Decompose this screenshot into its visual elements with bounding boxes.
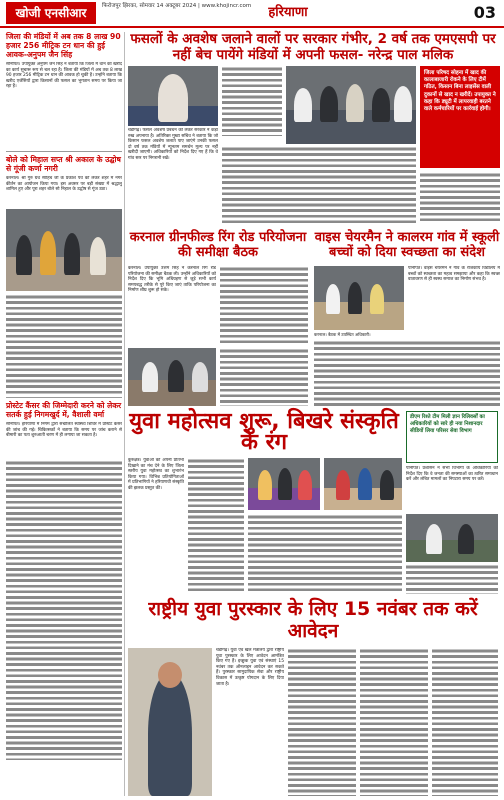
side-story-photo (406, 514, 498, 562)
edition-info: फिरोजपुर झिरका, सोमवार 14 अक्टूबर 2024 | www.khojincr.com (102, 3, 252, 9)
official-portrait-photo (128, 66, 218, 126)
cleanliness-body: पानीपत। वाइस चेयरमैन ने गांव के राजकीय विद्यालय में बच्चों को स्वच्छता का महत्व समझाया और कहा कि स्वच्छ वातावरण से ही स्वस्थ समाज का निर्माण संभव है। (408, 266, 500, 283)
festival-headline-band (128, 411, 400, 453)
ring-road-headline: करनाल ग्रीनफील्ड रिंग रोड परियोजना की समीक्षा बैठक (129, 230, 307, 260)
section-title: हरियाणा (268, 5, 308, 20)
school-photo-caption: करनाल। बैठक में उपस्थित अधिकारी। (314, 332, 371, 337)
festival-body: कुरुक्षेत्र। युवाओं को अपनी प्रतिभा दिखाने का मंच देने के लिए जिला स्तरीय युवा महोत्सव का शुभारंभ किया गया। विभिन्न प्रतियोगिताओं में प्रतिभागियों ने हरियाणवी संस्कृति की झलक प्रस्तुत की। (128, 458, 184, 491)
festival-photo-2 (324, 458, 402, 510)
left-story3-headline: प्रोस्टेट कैंसर की जिम्मेदारी करने को लेकर सतर्क हुई निगमखुर्द में, वैशाली वर्मा (6, 401, 122, 419)
divider (6, 151, 122, 152)
award-portrait-photo (128, 648, 212, 796)
notice-box (406, 411, 498, 463)
left-column (6, 32, 122, 760)
procession-photo (6, 209, 122, 291)
left-story3-continuation (6, 460, 122, 760)
masthead (0, 0, 504, 28)
ring-road-body: करनाल। उपायुक्त उत्तम सिंह ने करनाल रिंग रोड परियोजना की समीक्षा बैठक ली। उन्होंने अधिकारियों को निर्देश दिए कि भूमि अधिग्रहण से जुड़े सभी कार्य समयबद्ध तरीके से पूरे किए जाएं ताकि परियोजना का निर्माण शीघ्र शुरू हो सके। (128, 266, 216, 294)
top-headline: फसलों के अवशेष जलाने वालों पर सरकार गंभीर, 2 वर्ष तक एमएसपी पर नहीं बेच पायेंगे मंडियों में अपनी फसल- नरेन्द्र पाल मलिक (130, 31, 496, 63)
top-story-body-col4 (420, 172, 500, 224)
award-body-col4 (432, 648, 498, 796)
notice-text: डीएम रिश्ते टीम मिली ज्ञान रिलिवर्सों का अधिकारियों को सारे ही नया निशानदार सीडियों लिया परिसर सेवा विभाग (410, 414, 485, 434)
left-story1-headline: जिला की मंडियों में अब तक 8 लाख 90 हजार 256 मीट्रिक टन धान की हुई आवक-अनुपम जैन सिंह (6, 32, 121, 59)
left-story2-headline: बोले को मिहाल सप्त श्री अकाल के उद्घोष से गूंजी कर्णा नगरी (6, 155, 121, 173)
review-meeting-photo (128, 348, 216, 406)
highlight-text: जिला परिषद सोहना में खाद की कालाबाजारी रोकने के लिए टीमें गठित, किसान बिना लाइसेंस वाली दुकानों से खाद न खरीदें। उपायुक्त ने कहा कि ड्यूटी में लापरवाही बरतने वाले कर्मचारियों पर कार्रवाई होगी। (424, 70, 496, 113)
highlight-box (420, 66, 500, 168)
cleanliness-body-continued (314, 340, 500, 406)
top-story-body-col3 (222, 146, 416, 224)
festival-headline: युवा महोत्सव शुरू, बिखरे संस्कृति के रंग (129, 409, 399, 455)
ring-road-body-col3 (220, 348, 308, 406)
newspaper-logo: खोजी एनसीआर (6, 2, 96, 24)
meeting-photo (286, 66, 416, 144)
festival-body-col3 (248, 514, 402, 594)
youth-award-headline: राष्ट्रीय युवा पुरस्कार के लिए 15 नवंबर तक करें आवेदन (148, 598, 478, 642)
side-story-body-continued (406, 564, 498, 594)
left-continuation-text (6, 294, 122, 394)
side-story-body: पानीपत। प्रशासन ने सभी विभागों के अधिकारियों को निर्देश दिए कि वे जनता की समस्याओं का त्वरित समाधान करें और लंबित मामलों का निपटारा समय पर करें। (406, 466, 498, 483)
festival-body-col2 (188, 458, 244, 594)
award-body-col2 (288, 648, 356, 796)
left-story2-body: करनाल। श्री गुरु ग्रंथ साहिब जी के प्रकाश पर्व को लेकर शहर में नगर कीर्तन का आयोजन किया गया। इस अवसर पर बड़ी संख्या में श्रद्धालु शामिल हुए और पूरा शहर बोले सो निहाल के उद्घोष से गूंज उठा। (6, 176, 122, 193)
school-event-photo (314, 266, 404, 330)
ring-road-body-col2 (220, 266, 308, 346)
award-body-col3 (360, 648, 428, 796)
left-story3-body: सोनीपत। हरियाणा में निगम द्वारा संचालित स्वास्थ्य शिविर में प्रोस्टेट कैंसर की जांच की गई। चिकित्सकों ने बताया कि समय पर जांच कराने से बीमारी का पता शुरुआती चरण में ही लगाया जा सकता है। (6, 422, 122, 439)
award-body: चंडीगढ़। युवा एवं खेल मंत्रालय द्वारा राष्ट्रीय युवा पुरस्कार के लिए आवेदन आमंत्रित किए गए हैं। इच्छुक युवा एवं संस्थाएं 15 नवंबर तक ऑनलाइन आवेदन कर सकते हैं। पुरस्कार सामुदायिक सेवा और राष्ट्रीय विकास में उत्कृष्ट योगदान के लिए दिया जाता है। (216, 648, 284, 687)
left-story1-body: सोनीपत। उपायुक्त अनुपम जैन सिंह ने बताया कि जिला में धान की खरीद का कार्य सुचारू रूप से चल रहा है। जिला की मंडियों में अब तक 8 लाख 90 हजार 256 मीट्रिक टन धान की आवक हो चुकी है। उन्होंने बताया कि खरीद एजेंसियों द्वारा किसानों की फसल का भुगतान समय पर किया जा रहा है। (6, 62, 122, 90)
page-number: 03 (473, 3, 496, 22)
festival-photo-1 (248, 458, 320, 510)
top-story-body-col2 (222, 66, 282, 136)
cleanliness-headline: वाइस चेयरमैन ने कालरम गांव में स्कूली बच्चों को दिया स्वच्छता का संदेश (314, 230, 500, 260)
top-story-body-col1: चंडीगढ़। फसल अवशेष प्रबंधन को लेकर सरकार ने कड़ा रुख अपनाया है। अतिरिक्त मुख्य सचिव ने बताया कि जो किसान फसल अवशेष जलाते पाए जाएंगे उनकी फसल दो वर्ष तक मंडियों में न्यूनतम समर्थन मूल्य पर नहीं खरीदी जाएगी। अधिकारियों को निर्देश दिए गए हैं कि वे गांव स्तर पर निगरानी रखें। (128, 128, 218, 161)
column-rule (124, 32, 125, 796)
divider (6, 397, 122, 398)
